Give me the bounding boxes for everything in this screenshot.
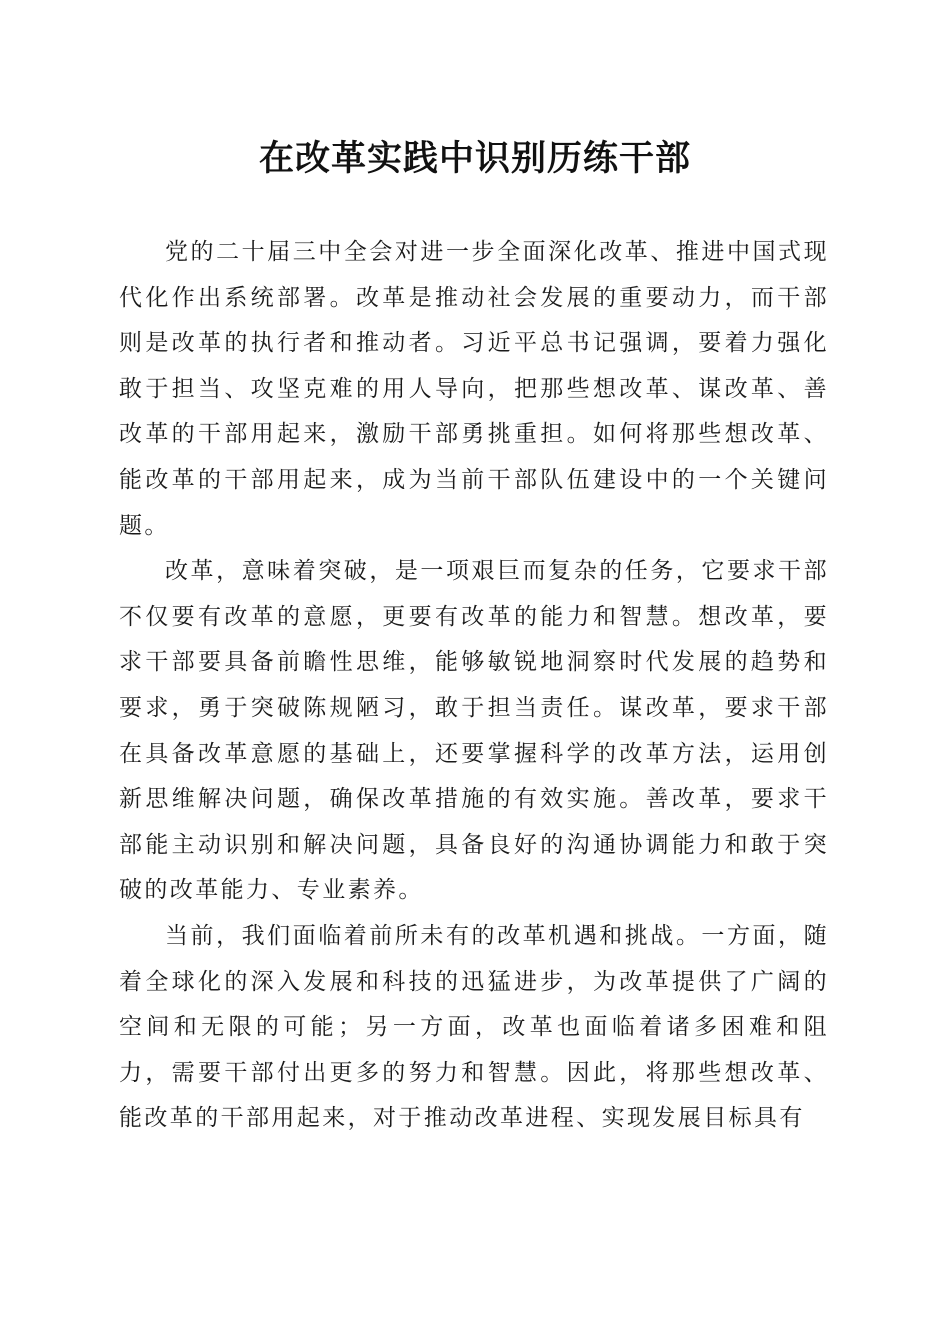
paragraph-1: 党的二十届三中全会对进一步全面深化改革、推进中国式现代化作出系统部署。改革是推动社会发展的重要动力，而干部则是改革的执行者和推动者。习近平总书记强调，要着力强化敢于担当、攻坚克难的用人导向，把那些想改革、谋改革、善改革的干部用起来，激励干部勇挑重担。如何将那些想改革、能改革的干部用起来，成为当前干部队伍建设中的一个关键问题。 (119, 239, 829, 539)
paragraph-2: 改革，意味着突破，是一项艰巨而复杂的任务，它要求干部不仅要有改革的意愿，更要有改革的能力和智慧。想改革，要求干部要具备前瞻性思维，能够敏锐地洞察时代发展的趋势和要求，勇于突破陈规陋习，敢于担当责任。谋改革，要求干部在具备改革意愿的基础上，还要掌握科学的改革方法，运用创新思维解决问题，确保改革措施的有效实施。善改革，要求干部能主动识别和解决问题，具备良好的沟通协调能力和敢于突破的改革能力、专业素养。 (119, 558, 829, 904)
document-title: 在改革实践中识别历练干部 (258, 138, 691, 179)
paragraph-3: 当前，我们面临着前所未有的改革机遇和挑战。一方面，随着全球化的深入发展和科技的迅猛进步，为改革提供了广阔的空间和无限的可能；另一方面，改革也面临着诸多困难和阻力，需要干部付出更多的努力和智慧。因此，将那些想改革、能改革的干部用起来，对于推动改革进程、实现发展目标具有 (119, 922, 829, 1132)
document-body (119, 230, 829, 1142)
